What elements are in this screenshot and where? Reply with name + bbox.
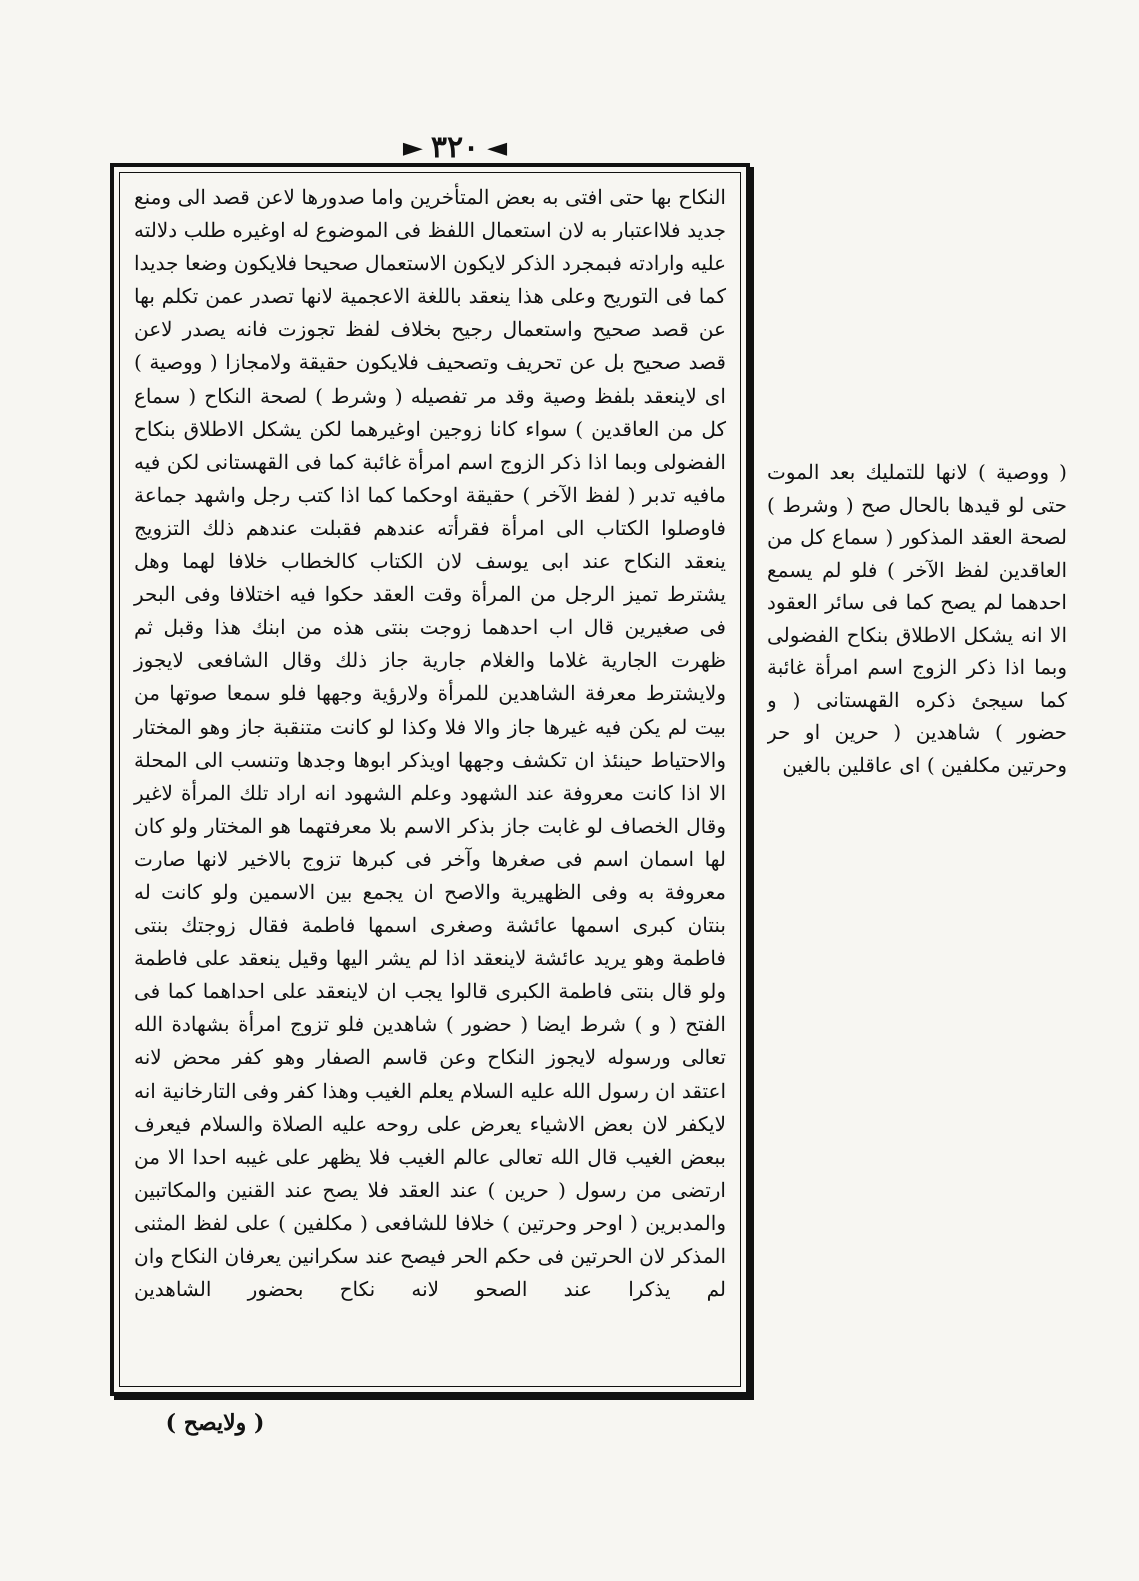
catchword: ( ولايصح ) bbox=[165, 1410, 265, 1436]
margin-note-paragraph: ( ووصية ) لانها للتمليك بعد الموت حتى لو قيدها بالحال صح ( وشرط ) لصحة العقد المذكور ( سماع كل من العاقدين لفظ الآخر ) فلو لم يسمع احدهما لم يصح كما فى سائر العقود الا انه يشكل الاطلاق بنكاح الفضولى وبما اذا ذكر الزوج اسم امرأة غائبة كما سيجئ ذكره القهستانى ( و حضور ) شاهدين ( حرين او حر وحرتين مكلفين ) اى عاقلين بالغين bbox=[767, 460, 1067, 777]
margin-commentary bbox=[767, 456, 1067, 1016]
main-text-block bbox=[134, 181, 726, 1306]
ornament-right-icon: ► bbox=[402, 133, 423, 163]
page-number: ٣٢٠ bbox=[430, 130, 480, 165]
main-text-inner-border bbox=[119, 172, 741, 1387]
main-text-paragraph: النكاح بها حتى افتى به بعض المتأخرين واما صدورها لاعن قصد الى ومنع جديد فلااعتبار به لان استعمال اللفظ فى الموضوع له اوغيره طلب دلالته عليه وارادته فبمجرد الذكر لايكون الاستعمال صحيحا فلايكون وضعا جديدا كما فى التوريح وعلى هذا ينعقد باللغة الاعجمية لانها تصدر عمن تكلم بها عن قصد صحيح واستعمال رجيح بخلاف لفظ تجوزت فانه يصدر لاعن قصد صحيح بل عن تحريف وتصحيف فلايكون حقيقة ولامجازا ( ووصية ) اى لاينعقد بلفظ وصية وقد مر تفصيله ( وشرط ) لصحة النكاح ( سماع كل من العاقدين ) سواء كانا زوجين اوغيرهما لكن يشكل الاطلاق بنكاح الفضولى وبما اذا ذكر الزوج اسم امرأة غائبة كما فى القهستانى لكن فيه مافيه تدبر ( لفظ الآخر ) حقيقة اوحكما كما اذا كتب رجل واشهد جماعة فاوصلوا الكتاب الى امرأة فقرأته عندهم فقبلت عندهم ذلك التزويج ينعقد النكاح عند ابى يوسف لان الكتاب كالخطاب خلافا لهما وهل يشترط تميز الرجل من المرأة وقت العقد حكوا فيه اختلافا وفى البحر فى صغيرين قال اب احدهما زوجت بنتى هذه من ابنك هذا وقبل ثم ظهرت الجارية غلاما والغلام جارية جاز ذلك وقال الشافعى لايجوز ولايشترط معرفة الشاهدين للمرأة ولارؤية وجهها فلو سمعا صوتها من بيت لم يكن فيه غيرها جاز والا فلا وكذا لو كانت متنقبة جاز وهو المختار والاحتياط حينئذ ان تكشف وجهها اويذكر ابوها وجدها وتنسب الى المحلة الا اذا كانت معروفة عند الشهود وعلم الشهود انه اراد تلك المرأة لاغير وقال الخصاف لو غابت جاز بذكر الاسم بلا معرفتهما هو المختار ولو كان لها اسمان اسم فى صغرها وآخر فى كبرها تزوج بالاخير لانها صارت معروفة به وفى الظهيرية والاصح ان يجمع بين الاسمين ولو كانت له بنتان كبرى اسمها عائشة وصغرى اسمها فاطمة فقال زوجتك بنتى فاطمة وهو يريد عائشة لاينعقد اذا لم يشر اليها وقيل ينعقد على فاطمة ولو قال بنتى فاطمة الكبرى قالوا يجب ان لاينعقد على احداهما كما فى الفتح ( و ) شرط ايضا ( حضور ) شاهدين فلو تزوج امرأة بشهادة الله تعالى ورسوله لايجوز النكاح وعن قاسم الصفار وهو كفر محض لانه اعتقد ان رسول الله عليه السلام يعلم الغيب وهذا كفر وفى التارخانية انه لايكفر لان بعض الاشياء يعرض على روحه عليه الصلاة والسلام فيعرف ببعض الغيب قال الله تعالى عالم الغيب فلا يظهر على غيبه احدا الا من ارتضى من رسول ( حرين ) عند العقد فلا يصح عند القنين والمكاتبين والمدبرين ( اوحر وحرتين ) خلافا للشافعى ( مكلفين ) على لفظ المثنى المذكر لان الحرتين فى حكم الحر فيصح عند سكرانين يعرفان النكاح وان لم يذكرا عند الصحو لانه نكاح بحضور الشاهدين bbox=[134, 185, 727, 1302]
main-text-frame bbox=[110, 163, 750, 1396]
page-number-header bbox=[390, 128, 520, 168]
ornament-left-icon: ◄ bbox=[487, 133, 508, 163]
